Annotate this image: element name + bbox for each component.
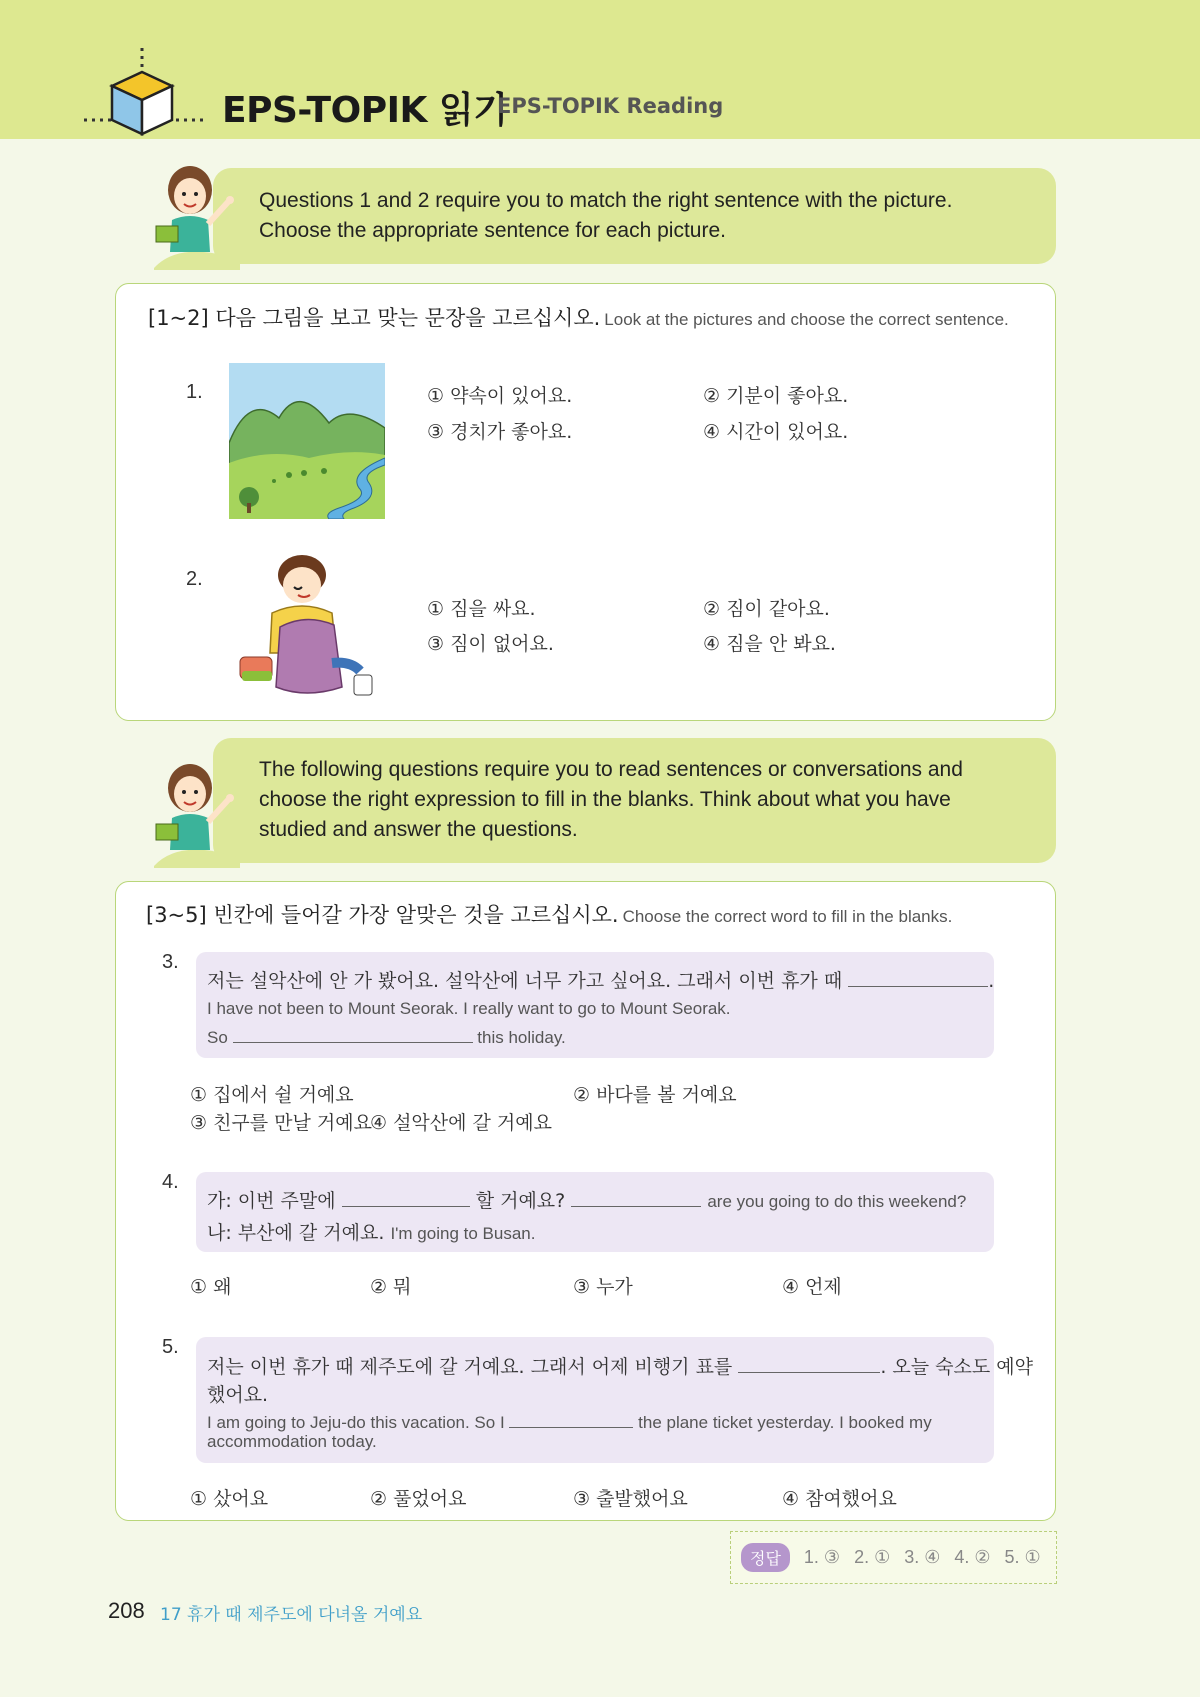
q5-korean-line-2: 했어요. <box>207 1384 269 1406</box>
teacher-mascot-icon <box>150 160 246 270</box>
heading-english: Look at the pictures and choose the correct sentence. <box>604 310 1009 329</box>
question-number-5: 5. <box>162 1336 179 1358</box>
q4-option-1[interactable]: ① 왜 <box>190 1276 232 1298</box>
q3-korean-text: 저는 설악산에 안 가 봤어요. 설악산에 너무 가고 싶어요. 그래서 이번 휴가 때 <box>207 970 843 992</box>
q4-option-4[interactable]: ④ 언제 <box>782 1276 842 1298</box>
page-number: 208 <box>108 1598 145 1623</box>
instruction-line: Questions 1 and 2 require you to match the right sentence with the picture. <box>259 189 953 212</box>
heading-english: Choose the correct word to fill in the blanks. <box>622 907 953 926</box>
q2-option-1[interactable]: ① 짐을 싸요. <box>427 598 536 620</box>
instruction-line: studied and answer the questions. <box>259 818 578 841</box>
q3-english-blank[interactable] <box>233 1025 473 1043</box>
landscape-illustration <box>229 363 385 519</box>
question-number-2: 2. <box>186 568 203 590</box>
instruction-line: choose the right expression to fill in the blanks. Think about what you have <box>259 788 951 811</box>
q3-korean-end: . <box>988 970 995 992</box>
q5-english-pre: I am going to Jeju-do this vacation. So I <box>207 1413 505 1432</box>
q4-korean-answer: 나: 부산에 갈 거예요. <box>207 1222 385 1244</box>
instruction-line: Choose the appropriate sentence for each picture. <box>259 219 726 242</box>
answer-key-row <box>741 1543 1041 1572</box>
heading-korean: [3~5] 빈칸에 들어갈 가장 알맞은 것을 고르십시오. <box>146 903 619 927</box>
q3-english-line-1: I have not been to Mount Seorak. I really want to go to Mount Seorak. <box>207 999 731 1018</box>
q2-option-2[interactable]: ② 짐이 같아요. <box>703 598 830 620</box>
packing-boy-illustration <box>236 553 382 705</box>
q5-english-line-1 <box>207 1410 932 1433</box>
question-number-3: 3. <box>162 951 179 973</box>
q5-english-post: the plane ticket yesterday. I booked my <box>638 1413 932 1432</box>
q4-english-text: are you going to do this weekend? <box>707 1192 967 1211</box>
q4-option-2[interactable]: ② 뭐 <box>370 1276 412 1298</box>
q5-english-line-2: accommodation today. <box>207 1432 377 1451</box>
q3-option-2[interactable]: ② 바다를 볼 거예요 <box>573 1084 737 1106</box>
q4-korean-mid: 할 거예요? <box>475 1190 566 1212</box>
q4-english-blank[interactable] <box>571 1189 701 1207</box>
q4-line-1 <box>207 1186 966 1213</box>
chapter-title: 17 휴가 때 제주도에 다녀올 거예요 <box>160 1605 423 1625</box>
q4-korean-pre: 가: 이번 주말에 <box>207 1190 336 1212</box>
instruction-text-2 <box>259 755 963 845</box>
q2-option-3[interactable]: ③ 짐이 없어요. <box>427 633 554 655</box>
heading-korean: [1~2] 다음 그림을 보고 맞는 문장을 고르십시오. <box>148 306 601 330</box>
page-title: EPS-TOPIK 읽기 <box>222 90 508 131</box>
q4-blank[interactable] <box>342 1189 470 1207</box>
q1-option-4[interactable]: ④ 시간이 있어요. <box>703 421 849 443</box>
q5-korean-post: . 오늘 숙소도 예약 <box>880 1356 1033 1378</box>
teacher-mascot-icon <box>150 758 246 868</box>
q5-english-blank[interactable] <box>509 1410 633 1428</box>
question-number-1: 1. <box>186 381 203 403</box>
answer-item-5: 5. ① <box>1004 1547 1041 1567</box>
q3-option-3[interactable]: ③ 친구를 만날 거예요 <box>190 1112 372 1134</box>
section-heading-1 <box>148 302 1009 332</box>
q3-english-post: this holiday. <box>477 1028 566 1047</box>
cube-icon <box>84 48 204 138</box>
q2-option-4[interactable]: ④ 짐을 안 봐요. <box>703 633 836 655</box>
q5-option-4[interactable]: ④ 참여했어요 <box>782 1488 897 1510</box>
q5-korean-line-1 <box>207 1352 1033 1379</box>
question-number-4: 4. <box>162 1171 179 1193</box>
instruction-text-1 <box>259 186 952 246</box>
q4-english-answer: I'm going to Busan. <box>390 1224 536 1243</box>
answer-item-3: 3. ④ <box>904 1547 941 1567</box>
q4-line-2 <box>207 1218 535 1245</box>
answer-item-1: 1. ③ <box>803 1547 841 1567</box>
q5-option-2[interactable]: ② 풀었어요 <box>370 1488 467 1510</box>
q3-korean-line <box>207 966 994 993</box>
q3-english-line-2 <box>207 1025 566 1048</box>
q3-option-4[interactable]: ④ 설악산에 갈 거예요 <box>370 1112 552 1134</box>
q3-english-pre: So <box>207 1028 228 1047</box>
q1-option-1[interactable]: ① 약속이 있어요. <box>427 385 573 407</box>
instruction-line: The following questions require you to read sentences or conversations and <box>259 758 963 781</box>
answer-item-4: 4. ② <box>954 1547 991 1567</box>
q5-option-1[interactable]: ① 샀어요 <box>190 1488 269 1510</box>
q5-korean-pre: 저는 이번 휴가 때 제주도에 갈 거예요. 그래서 어제 비행기 표를 <box>207 1356 733 1378</box>
q5-blank[interactable] <box>738 1355 880 1373</box>
q1-option-2[interactable]: ② 기분이 좋아요. <box>703 385 849 407</box>
page-subtitle: EPS-TOPIK Reading <box>497 94 724 118</box>
q5-option-3[interactable]: ③ 출발했어요 <box>573 1488 688 1510</box>
q3-option-1[interactable]: ① 집에서 쉴 거예요 <box>190 1084 354 1106</box>
answer-item-2: 2. ① <box>854 1547 891 1567</box>
answer-label-badge: 정답 <box>741 1543 790 1572</box>
section-heading-2 <box>146 899 952 929</box>
q4-option-3[interactable]: ③ 누가 <box>573 1276 633 1298</box>
q1-option-3[interactable]: ③ 경치가 좋아요. <box>427 421 573 443</box>
q3-blank[interactable] <box>848 969 988 987</box>
